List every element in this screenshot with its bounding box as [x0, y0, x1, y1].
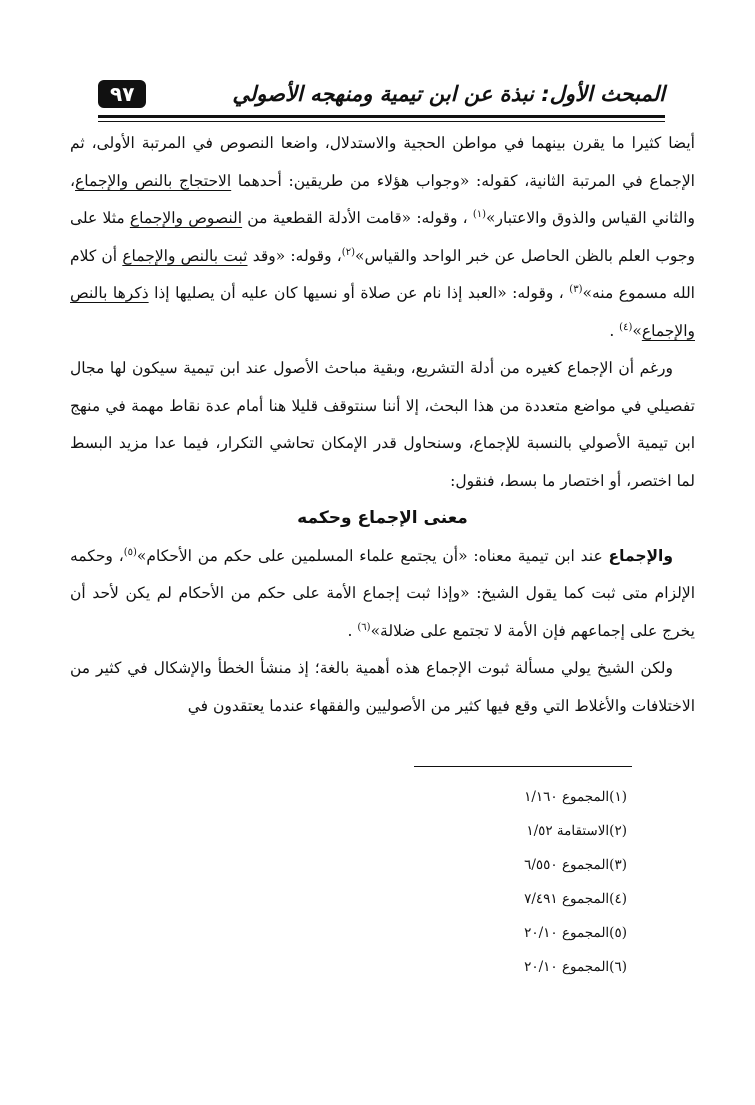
footnote-ref-4: (٤): [619, 321, 633, 333]
footnote-ref-1: (١): [472, 208, 487, 220]
paragraph-4: ولكن الشيخ يولي مسألة ثبوت الإجماع هذه أهمية بالغة؛ إذ منشأ الخطأ والإشكال في كثير من الاختلافات والأغلاط التي وقع فيها كثير من الأصوليين والفقهاء عندما يعتقدون في: [70, 659, 695, 715]
paragraph-1: أيضا كثيرا ما يقرن بينهما في مواطن الحجية والاستدلال، واضعا النصوص في المرتبة الأولى، ثم الإجماع في المرتبة الثانية، كقوله: «وجواب هؤلاء من طريقين: أحدهما الاحتجاج بالنص والإجماع، والثاني القياس والذوق والاعتبار»$^{(١)}$ ، وقوله: «قامت الأدلة القطعية من النصوص والإجماع مثلا على وجوب العلم بالظن الحاصل عن خبر الواحد والقياس»$^{(٢)}$، وقوله: «وقد ثبت بالنص والإجماع أن كلام الله مسموع منه»$^{(٣)}$ ، وقوله: «العبد إذا نام عن صلاة أو نسيها كان عليه أن يصليها إذا ذكرها بالنص والإجماع»$^{(٤)}$ .: [70, 134, 695, 340]
footnote-1: (١)المجموع ١/١٦٠: [524, 789, 627, 805]
section-heading: معنى الإجماع وحكمه: [297, 508, 468, 528]
page-number-badge: ٩٧: [98, 80, 146, 108]
footnote-ref-3: (٣): [569, 283, 583, 295]
footnote-6: (٦)المجموع ٢٠/١٠: [524, 959, 627, 975]
main-text: [70, 125, 695, 725]
underlined-phrase: الاحتجاج بالنص والإجماع: [75, 171, 232, 190]
page-header: [98, 72, 665, 118]
defined-term: والإجماع: [608, 546, 673, 565]
underlined-phrase: ثبت بالنص والإجماع: [122, 246, 248, 265]
footnote-divider: [414, 766, 632, 767]
footnote-2: (٢)الاستقامة ١/٥٢: [526, 823, 627, 839]
underlined-phrase: ذكرها بالنص والإجماع: [70, 284, 695, 340]
footnotes: [327, 780, 627, 984]
footnote-5: (٥)المجموع ٢٠/١٠: [524, 925, 627, 941]
footnote-ref-5: (٥): [123, 546, 137, 558]
chapter-title: المبحث الأول: نبذة عن ابن تيمية ومنهجه الأصولي: [232, 81, 665, 106]
footnote-4: (٤)المجموع ٧/٤٩١: [524, 891, 627, 907]
footnote-3: (٣)المجموع ٦/٥٥٠: [524, 857, 627, 873]
paragraph-3: والإجماع عند ابن تيمية معناه: «أن يجتمع علماء المسلمين على حكم من الأحكام»$^{(٥)}$، وحكمه الإلزام متى ثبت كما يقول الشيخ: «وإذا ثبت إجماع الأمة على حكم من الأحكام لم يكن لأحد أن يخرج على إجماعهم فإن الأمة لا تجتمع على ضلالة»$^{(٦)}$ .: [70, 546, 695, 640]
underlined-phrase: النصوص والإجماع: [129, 209, 243, 227]
paragraph-2: ورغم أن الإجماع كغيره من أدلة التشريع، وبقية مباحث الأصول عند ابن تيمية سيكون لها مجال تفصيلي في مواضع متعددة من هذا البحث، إلا أننا سنتوقف قليلا هنا أمام عدة نقاط مهمة في منهج ابن تيمية الأصولي بالنسبة للإجماع، وسنحاول قدر الإمكان تحاشي التكرار، فيما عدا مزيد البسط لما اختصر، أو اختصار ما بسط، فنقول:: [70, 359, 695, 490]
footnote-ref-2: (٢): [341, 246, 355, 258]
footnote-ref-6: (٦): [357, 621, 371, 633]
